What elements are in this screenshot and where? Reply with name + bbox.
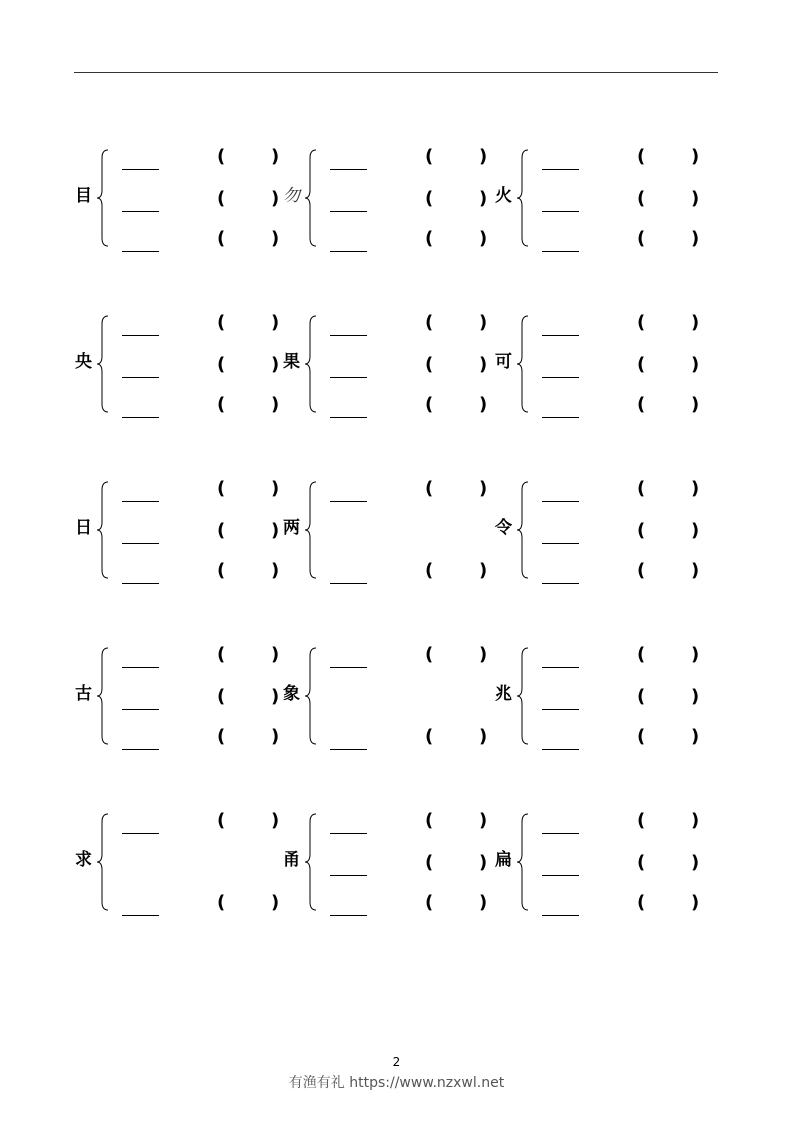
- word-blank[interactable]: [122, 749, 159, 750]
- answer-line[interactable]: [330, 146, 488, 174]
- char-group: [495, 312, 700, 415]
- brace-icon: [515, 646, 531, 746]
- answer-line[interactable]: [122, 892, 280, 920]
- char-group: [75, 478, 280, 581]
- brace-icon: [95, 480, 111, 580]
- paren-close: ): [479, 228, 488, 249]
- paren-open: (: [425, 726, 434, 747]
- paren-open: (: [425, 892, 434, 913]
- word-blank[interactable]: [330, 749, 367, 750]
- word-blank[interactable]: [122, 251, 159, 252]
- char-group: [75, 312, 280, 415]
- word-blank[interactable]: [122, 417, 159, 418]
- base-character: 可: [495, 352, 512, 372]
- answer-line[interactable]: [542, 686, 700, 714]
- brace-icon: [515, 148, 531, 248]
- paren-open: (: [217, 726, 226, 747]
- brace-icon: [303, 314, 319, 414]
- base-character: 勿: [283, 186, 300, 206]
- word-blank[interactable]: [542, 749, 579, 750]
- paren-close: ): [271, 188, 280, 209]
- paren-open: (: [425, 188, 434, 209]
- paren-open: (: [217, 354, 226, 375]
- word-blank[interactable]: [542, 251, 579, 252]
- base-character: 令: [495, 518, 512, 538]
- answer-line[interactable]: [122, 228, 280, 256]
- paren-open: (: [637, 354, 646, 375]
- char-group: [495, 810, 700, 913]
- brace-icon: [303, 148, 319, 248]
- answer-line[interactable]: [330, 644, 488, 672]
- answer-line[interactable]: [542, 560, 700, 588]
- brace-icon: [303, 480, 319, 580]
- brace-icon: [515, 314, 531, 414]
- answer-line[interactable]: [542, 312, 700, 340]
- answer-line[interactable]: [330, 478, 488, 506]
- answer-line[interactable]: [122, 520, 280, 548]
- paren-open: (: [637, 188, 646, 209]
- answer-line[interactable]: [122, 644, 280, 672]
- word-blank[interactable]: [330, 211, 367, 212]
- paren-close: ): [479, 892, 488, 913]
- answer-line[interactable]: [122, 354, 280, 382]
- brace-icon: [303, 812, 319, 912]
- paren-close: ): [691, 892, 700, 913]
- paren-close: ): [479, 560, 488, 581]
- word-blank[interactable]: [330, 833, 367, 834]
- paren-close: ): [691, 478, 700, 499]
- paren-close: ): [691, 394, 700, 415]
- base-character: 果: [283, 352, 300, 372]
- paren-open: (: [217, 188, 226, 209]
- paren-open: (: [217, 560, 226, 581]
- answer-line[interactable]: [330, 892, 488, 920]
- base-character: 象: [283, 684, 300, 704]
- word-blank[interactable]: [330, 583, 367, 584]
- answer-line[interactable]: [330, 354, 488, 382]
- paren-close: ): [271, 686, 280, 707]
- base-character: 求: [75, 850, 92, 870]
- answer-line[interactable]: [542, 228, 700, 256]
- char-group: [283, 146, 488, 249]
- paren-close: ): [479, 354, 488, 375]
- paren-close: ): [479, 188, 488, 209]
- answer-line[interactable]: [122, 188, 280, 216]
- answer-line[interactable]: [122, 478, 280, 506]
- char-group: [75, 644, 280, 747]
- brace-icon: [515, 812, 531, 912]
- header-rule: [74, 72, 718, 73]
- brace-icon: [95, 812, 111, 912]
- paren-open: (: [637, 686, 646, 707]
- word-blank[interactable]: [542, 875, 579, 876]
- char-group: [283, 312, 488, 415]
- answer-line[interactable]: [122, 726, 280, 754]
- answer-line[interactable]: [330, 852, 488, 880]
- base-character: 古: [75, 684, 92, 704]
- paren-open: (: [637, 644, 646, 665]
- answer-line[interactable]: [542, 852, 700, 880]
- paren-open: (: [425, 560, 434, 581]
- char-group: [283, 810, 488, 913]
- answer-line[interactable]: [330, 560, 488, 588]
- paren-close: ): [691, 312, 700, 333]
- word-blank[interactable]: [542, 377, 579, 378]
- paren-open: (: [217, 312, 226, 333]
- paren-open: (: [425, 228, 434, 249]
- paren-close: ): [271, 520, 280, 541]
- paren-close: ): [271, 892, 280, 913]
- answer-line[interactable]: [542, 478, 700, 506]
- word-blank[interactable]: [542, 833, 579, 834]
- paren-open: (: [637, 520, 646, 541]
- word-blank[interactable]: [330, 377, 367, 378]
- paren-close: ): [479, 726, 488, 747]
- paren-close: ): [691, 852, 700, 873]
- char-group: [495, 644, 700, 747]
- word-blank[interactable]: [122, 169, 159, 170]
- answer-line[interactable]: [122, 686, 280, 714]
- base-character: 央: [75, 352, 92, 372]
- word-blank[interactable]: [122, 377, 159, 378]
- paren-close: ): [271, 146, 280, 167]
- paren-close: ): [271, 644, 280, 665]
- paren-close: ): [691, 520, 700, 541]
- paren-close: ): [691, 228, 700, 249]
- paren-open: (: [637, 810, 646, 831]
- word-blank[interactable]: [542, 667, 579, 668]
- word-blank[interactable]: [122, 915, 159, 916]
- brace-icon: [95, 148, 111, 248]
- word-blank[interactable]: [330, 417, 367, 418]
- paren-open: (: [217, 478, 226, 499]
- answer-line[interactable]: [542, 810, 700, 838]
- answer-line[interactable]: [330, 726, 488, 754]
- footer-text: 有渔有礼 https://www.nzxwl.net: [288, 1075, 505, 1091]
- answer-line[interactable]: [542, 146, 700, 174]
- base-character: 甬: [283, 850, 300, 870]
- paren-open: (: [217, 394, 226, 415]
- page-number: 2: [392, 1055, 401, 1069]
- answer-line[interactable]: [542, 394, 700, 422]
- base-character: 扁: [495, 850, 512, 870]
- word-blank[interactable]: [330, 875, 367, 876]
- answer-line[interactable]: [330, 312, 488, 340]
- answer-line[interactable]: [330, 810, 488, 838]
- word-blank[interactable]: [330, 251, 367, 252]
- answer-line[interactable]: [122, 312, 280, 340]
- paren-close: ): [271, 478, 280, 499]
- paren-close: ): [271, 394, 280, 415]
- word-blank[interactable]: [542, 501, 579, 502]
- base-character: 兆: [495, 684, 512, 704]
- word-blank[interactable]: [122, 709, 159, 710]
- base-character: 火: [495, 186, 512, 206]
- answer-line[interactable]: [542, 644, 700, 672]
- answer-line[interactable]: [122, 810, 280, 838]
- paren-open: (: [217, 810, 226, 831]
- word-blank[interactable]: [122, 543, 159, 544]
- answer-line[interactable]: [542, 354, 700, 382]
- brace-icon: [95, 646, 111, 746]
- word-blank[interactable]: [122, 335, 159, 336]
- paren-open: (: [637, 478, 646, 499]
- paren-close: ): [271, 560, 280, 581]
- word-blank[interactable]: [122, 833, 159, 834]
- word-blank[interactable]: [330, 335, 367, 336]
- base-character: 两: [283, 518, 300, 538]
- answer-line[interactable]: [542, 520, 700, 548]
- word-blank[interactable]: [542, 169, 579, 170]
- paren-open: (: [425, 644, 434, 665]
- word-blank[interactable]: [330, 501, 367, 502]
- answer-line[interactable]: [122, 394, 280, 422]
- paren-close: ): [479, 852, 488, 873]
- paren-close: ): [691, 810, 700, 831]
- answer-line[interactable]: [330, 228, 488, 256]
- char-group: [283, 644, 488, 747]
- paren-open: (: [637, 852, 646, 873]
- paren-open: (: [425, 394, 434, 415]
- word-blank[interactable]: [122, 667, 159, 668]
- answer-line[interactable]: [542, 188, 700, 216]
- char-group: [495, 146, 700, 249]
- paren-open: (: [217, 644, 226, 665]
- paren-open: (: [637, 146, 646, 167]
- paren-close: ): [271, 810, 280, 831]
- paren-close: ): [691, 644, 700, 665]
- word-blank[interactable]: [122, 211, 159, 212]
- paren-open: (: [637, 560, 646, 581]
- word-blank[interactable]: [122, 501, 159, 502]
- paren-open: (: [425, 852, 434, 873]
- word-blank[interactable]: [542, 211, 579, 212]
- paren-close: ): [691, 188, 700, 209]
- word-blank[interactable]: [542, 335, 579, 336]
- char-group: [75, 810, 280, 913]
- word-blank[interactable]: [542, 417, 579, 418]
- word-blank[interactable]: [330, 667, 367, 668]
- brace-icon: [303, 646, 319, 746]
- paren-close: ): [479, 146, 488, 167]
- paren-close: ): [479, 312, 488, 333]
- paren-close: ): [271, 228, 280, 249]
- word-blank[interactable]: [542, 915, 579, 916]
- answer-line[interactable]: [542, 726, 700, 754]
- paren-open: (: [217, 146, 226, 167]
- answer-line[interactable]: [330, 394, 488, 422]
- answer-line[interactable]: [122, 146, 280, 174]
- answer-line[interactable]: [122, 560, 280, 588]
- base-character: 目: [75, 186, 92, 206]
- word-blank[interactable]: [542, 583, 579, 584]
- paren-close: ): [691, 560, 700, 581]
- paren-open: (: [637, 726, 646, 747]
- char-group: [283, 478, 488, 581]
- paren-open: (: [637, 228, 646, 249]
- word-blank[interactable]: [122, 583, 159, 584]
- paren-open: (: [425, 478, 434, 499]
- paren-open: (: [217, 520, 226, 541]
- paren-open: (: [425, 354, 434, 375]
- paren-open: (: [637, 394, 646, 415]
- char-group: [495, 478, 700, 581]
- paren-open: (: [637, 312, 646, 333]
- paren-open: (: [425, 810, 434, 831]
- paren-close: ): [479, 394, 488, 415]
- answer-line[interactable]: [542, 892, 700, 920]
- paren-open: (: [217, 686, 226, 707]
- paren-open: (: [425, 312, 434, 333]
- paren-close: ): [691, 354, 700, 375]
- paren-open: (: [217, 892, 226, 913]
- brace-icon: [515, 480, 531, 580]
- paren-open: (: [217, 228, 226, 249]
- paren-close: ): [479, 810, 488, 831]
- paren-close: ): [691, 686, 700, 707]
- word-blank[interactable]: [330, 169, 367, 170]
- paren-open: (: [637, 892, 646, 913]
- paren-close: ): [691, 146, 700, 167]
- paren-close: ): [271, 726, 280, 747]
- paren-close: ): [271, 354, 280, 375]
- paren-open: (: [425, 146, 434, 167]
- word-blank[interactable]: [330, 915, 367, 916]
- word-blank[interactable]: [542, 709, 579, 710]
- base-character: 日: [75, 518, 92, 538]
- char-group: [75, 146, 280, 249]
- answer-line[interactable]: [330, 188, 488, 216]
- paren-close: ): [479, 644, 488, 665]
- brace-icon: [95, 314, 111, 414]
- paren-close: ): [479, 478, 488, 499]
- paren-close: ): [271, 312, 280, 333]
- word-blank[interactable]: [542, 543, 579, 544]
- paren-close: ): [691, 726, 700, 747]
